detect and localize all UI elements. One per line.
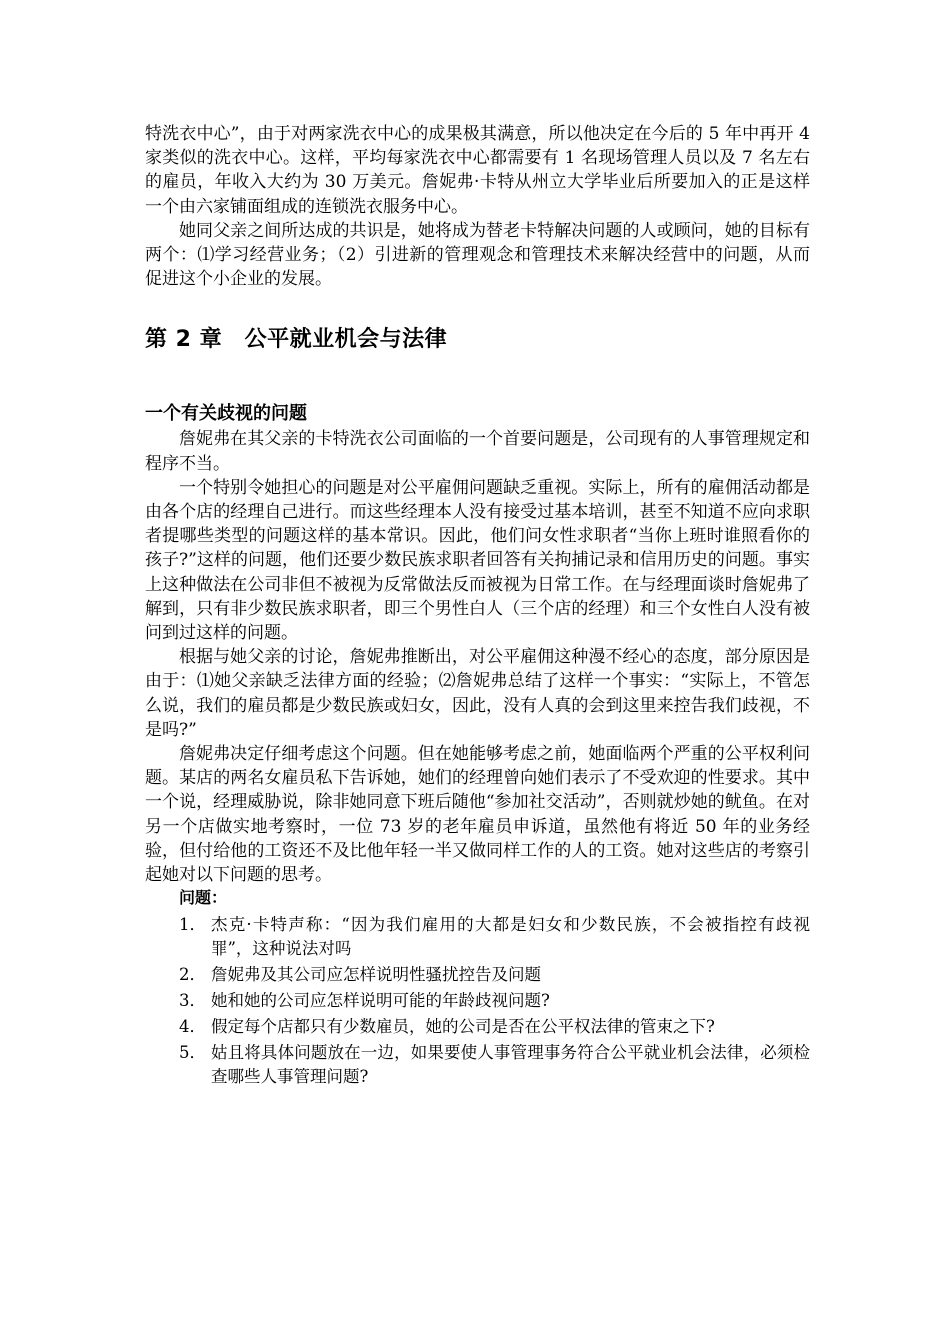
document-page	[145, 122, 810, 1091]
question-number: 1．	[179, 915, 206, 935]
question-item-3	[145, 989, 810, 1013]
question-item-5	[145, 1041, 810, 1089]
question-text: 假定每个店都只有少数雇员，她的公司是否在公平权法律的管束之下?	[211, 1017, 715, 1037]
section-title: 一个有关歧视的问题	[145, 403, 307, 425]
questions-title: 问题：	[179, 888, 228, 908]
chapter-title: 第 2 章 公平就业机会与法律	[145, 327, 448, 353]
question-item-1	[145, 913, 810, 961]
question-number: 3．	[179, 991, 206, 1011]
question-item-4	[145, 1015, 810, 1039]
question-text: 杰克·卡特声称：“因为我们雇用的大都是妇女和少数民族，不会被指控有歧视罪”，这种说法对吗	[211, 915, 810, 959]
question-text: 她和她的公司应怎样说明可能的年龄歧视问题?	[211, 991, 550, 1011]
question-number: 5．	[179, 1043, 206, 1063]
question-item-2	[145, 963, 810, 987]
section-paragraph-4: 詹妮弗决定仔细考虑这个问题。但在她能够考虑之前，她面临两个严重的公平权利问题。某店的两名女雇员私下告诉她，她们的经理曾向她们表示了不受欢迎的性要求。其中一个说，经理威胁说，除非她同意下班后随他“参加社交活动”，否则就炒她的鱿鱼。在对另一个店做实地考察时，一位 73 岁的老年雇员申诉道，虽然他有将近 50 年的业务经验，但付给他的工资还不及比他年轻一半又做同样工作的人的工资。她对这些店的考察引起她对以下问题的思考。	[145, 744, 810, 886]
intro-paragraph-1: 特洗衣中心”，由于对两家洗衣中心的成果极其满意，所以他决定在今后的 5 年中再开 4 家类似的洗衣中心。这样，平均每家洗衣中心都需要有 1 名现场管理人员以及 7 名左右的雇员，年收入大约为 30 万美元。詹妮弗·卡特从州立大学毕业后所要加入的正是这样一个由六家铺面组成的连锁洗衣服务中心。	[145, 124, 810, 217]
question-number: 4．	[179, 1017, 206, 1037]
question-text: 姑且将具体问题放在一边，如果要使人事管理事务符合公平就业机会法律，必须检查哪些人事管理问题?	[211, 1043, 810, 1087]
question-number: 2．	[179, 965, 206, 985]
question-text: 詹妮弗及其公司应怎样说明性骚扰控告及问题	[211, 965, 541, 985]
intro-paragraph-2: 她同父亲之间所达成的共识是，她将成为替老卡特解决问题的人或顾问，她的目标有两个：⑴学习经营业务；（2）引进新的管理观念和管理技术来解决经营中的问题，从而促进这个小企业的发展。	[145, 220, 810, 290]
section-paragraph-3: 根据与她父亲的讨论，詹妮弗推断出，对公平雇佣这种漫不经心的态度，部分原因是由于：⑴她父亲缺乏法律方面的经验；⑵詹妮弗总结了这样一个事实：“实际上，不管怎么说，我们的雇员都是少数民族或妇女，因此，没有人真的会到这里来控告我们歧视，不是吗?”	[145, 647, 810, 740]
section-paragraph-2: 一个特别令她担心的问题是对公平雇佣问题缺乏重视。实际上，所有的雇佣活动都是由各个店的经理自己进行。而这些经理本人没有接受过基本培训，甚至不知道不应向求职者提哪些类型的问题这样的基本常识。因此，他们问女性求职者“当你上班时谁照看你的孩子?”这样的问题，他们还要少数民族求职者回答有关拘捕记录和信用历史的问题。事实上这种做法在公司非但不被视为反常做法反而被视为日常工作。在与经理面谈时詹妮弗了解到，只有非少数民族求职者，即三个男性白人（三个店的经理）和三个女性白人没有被问到过这样的问题。	[145, 477, 810, 644]
section-paragraph-1: 詹妮弗在其父亲的卡特洗衣公司面临的一个首要问题是，公司现有的人事管理规定和程序不当。	[145, 429, 810, 474]
